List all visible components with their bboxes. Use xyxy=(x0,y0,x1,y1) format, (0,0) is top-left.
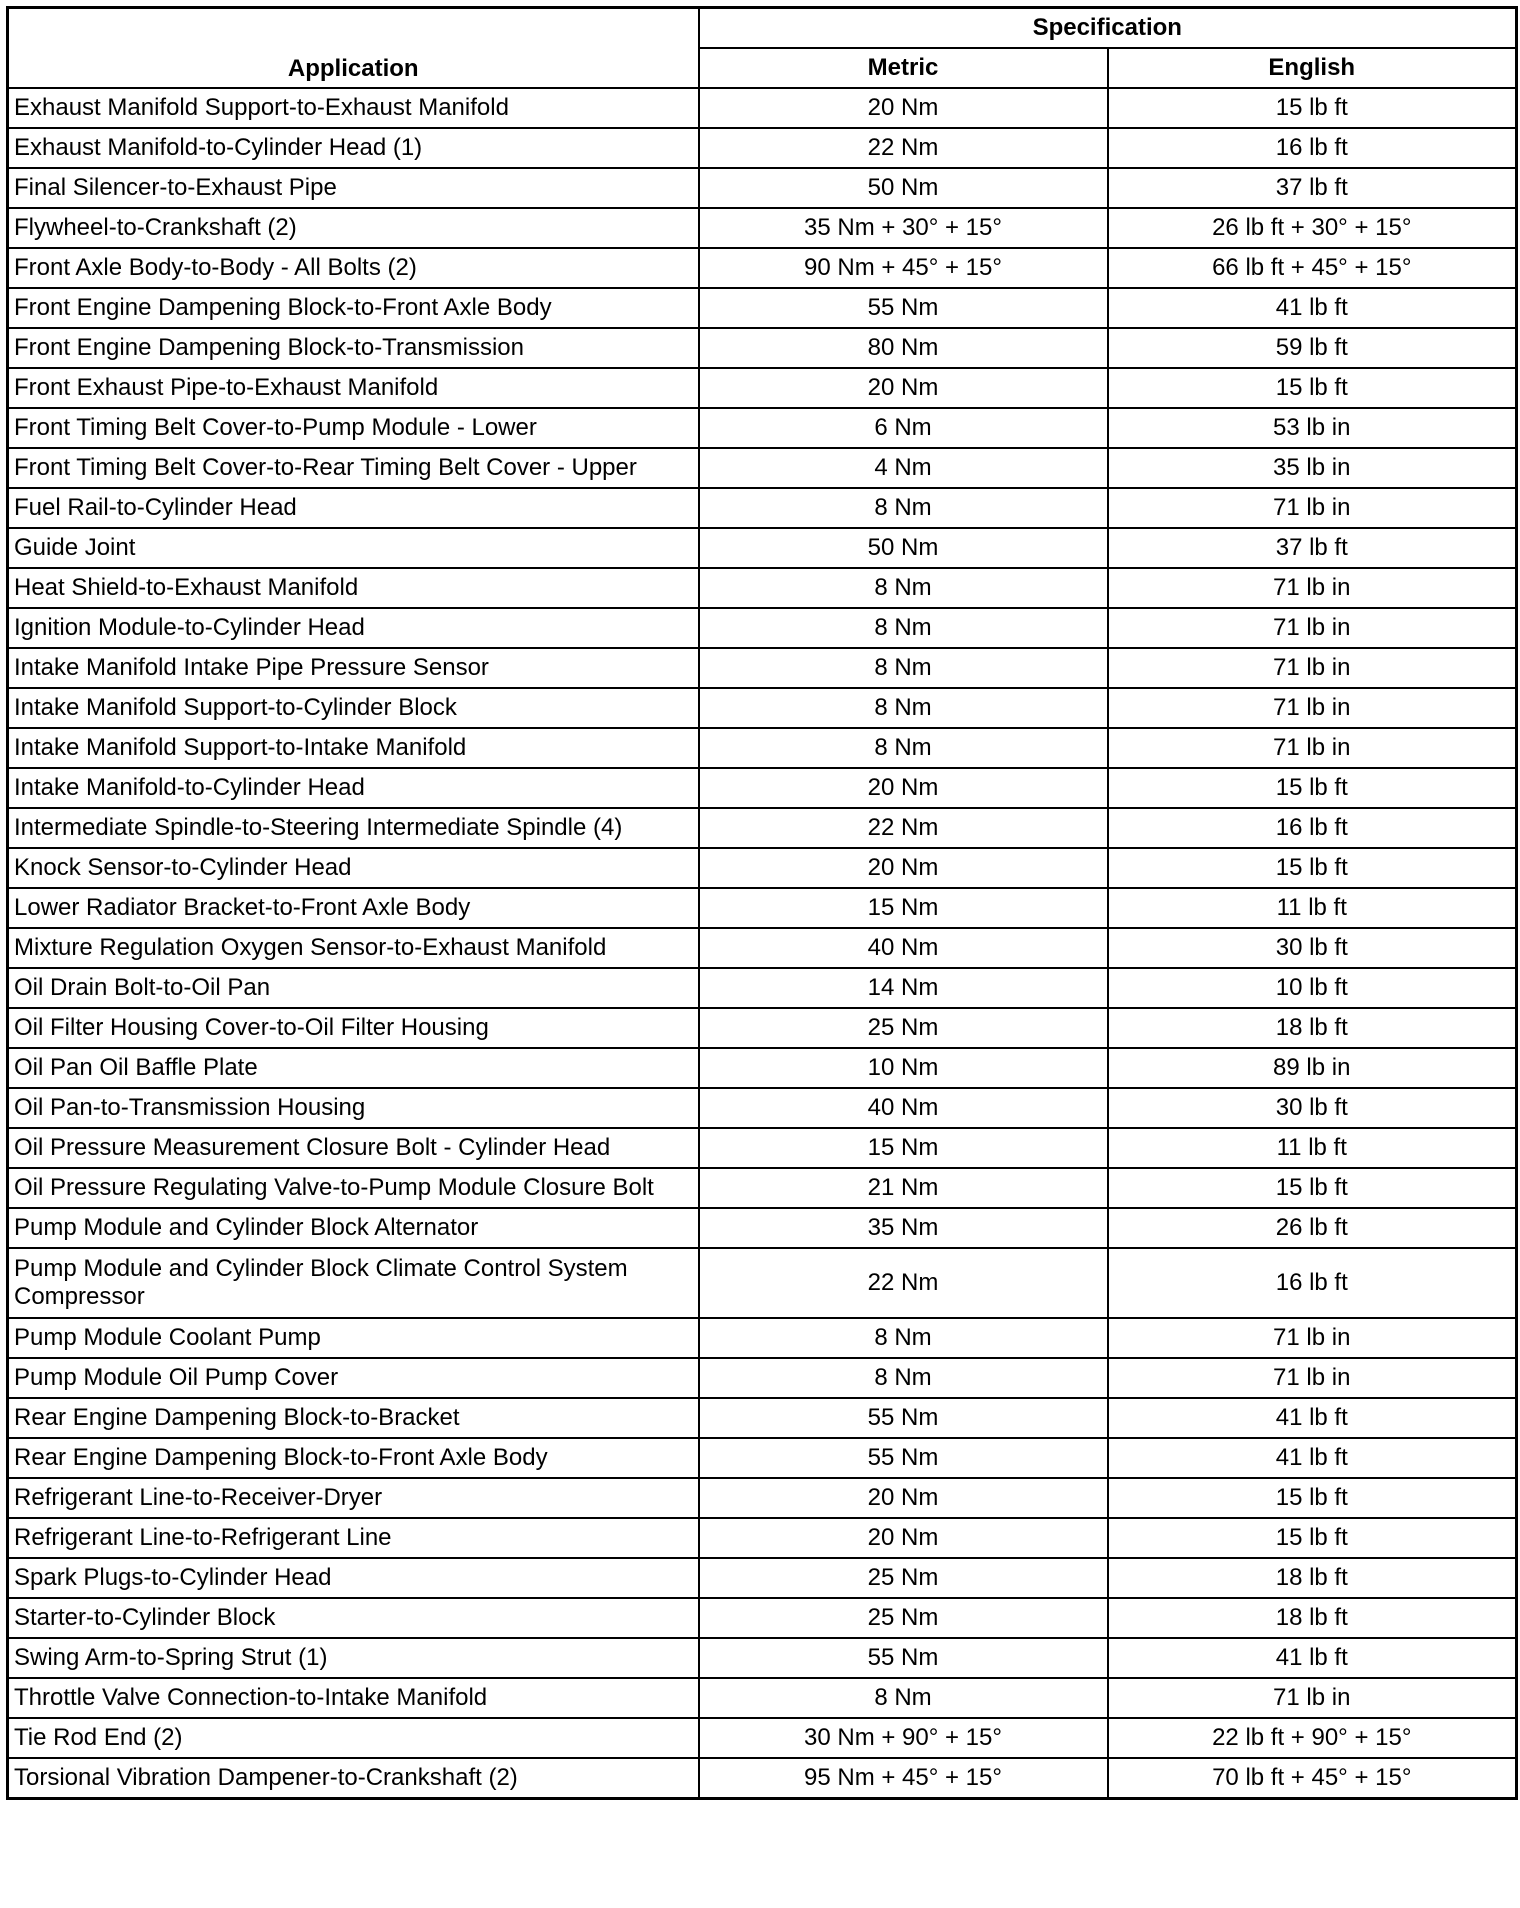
english-cell: 41 lb ft xyxy=(1108,1398,1517,1438)
table-row xyxy=(8,1558,1517,1598)
english-cell: 22 lb ft + 90° + 15° xyxy=(1108,1718,1517,1758)
metric-cell: 21 Nm xyxy=(699,1168,1108,1208)
table-row xyxy=(8,328,1517,368)
metric-cell: 8 Nm xyxy=(699,688,1108,728)
application-cell: Torsional Vibration Dampener-to-Crankshaft (2) xyxy=(8,1758,699,1799)
application-cell: Refrigerant Line-to-Refrigerant Line xyxy=(8,1518,699,1558)
english-cell: 15 lb ft xyxy=(1108,1518,1517,1558)
application-cell: Exhaust Manifold Support-to-Exhaust Manifold xyxy=(8,88,699,128)
metric-cell: 8 Nm xyxy=(699,1318,1108,1358)
metric-cell: 90 Nm + 45° + 15° xyxy=(699,248,1108,288)
application-cell: Front Exhaust Pipe-to-Exhaust Manifold xyxy=(8,368,699,408)
table-row xyxy=(8,728,1517,768)
table-row xyxy=(8,648,1517,688)
metric-cell: 20 Nm xyxy=(699,768,1108,808)
table-row xyxy=(8,1478,1517,1518)
english-cell: 66 lb ft + 45° + 15° xyxy=(1108,248,1517,288)
table-row xyxy=(8,408,1517,448)
english-cell: 15 lb ft xyxy=(1108,1168,1517,1208)
table-row xyxy=(8,1398,1517,1438)
application-cell: Pump Module and Cylinder Block Alternator xyxy=(8,1208,699,1248)
table-row xyxy=(8,968,1517,1008)
english-cell: 15 lb ft xyxy=(1108,1478,1517,1518)
table-row xyxy=(8,368,1517,408)
application-cell: Ignition Module-to-Cylinder Head xyxy=(8,608,699,648)
metric-cell: 35 Nm xyxy=(699,1208,1108,1248)
english-cell: 71 lb in xyxy=(1108,1318,1517,1358)
column-header-metric: Metric xyxy=(699,48,1108,88)
table-row xyxy=(8,448,1517,488)
metric-cell: 35 Nm + 30° + 15° xyxy=(699,208,1108,248)
english-cell: 15 lb ft xyxy=(1108,88,1517,128)
application-cell: Oil Pan-to-Transmission Housing xyxy=(8,1088,699,1128)
application-cell: Intake Manifold Support-to-Cylinder Block xyxy=(8,688,699,728)
table-row xyxy=(8,888,1517,928)
application-cell: Oil Filter Housing Cover-to-Oil Filter Housing xyxy=(8,1008,699,1048)
table-row xyxy=(8,1248,1517,1318)
english-cell: 53 lb in xyxy=(1108,408,1517,448)
english-cell: 15 lb ft xyxy=(1108,368,1517,408)
metric-cell: 95 Nm + 45° + 15° xyxy=(699,1758,1108,1799)
table-row xyxy=(8,488,1517,528)
application-cell: Front Timing Belt Cover-to-Rear Timing Belt Cover - Upper xyxy=(8,448,699,488)
application-cell: Guide Joint xyxy=(8,528,699,568)
application-cell: Throttle Valve Connection-to-Intake Manifold xyxy=(8,1678,699,1718)
english-cell: 37 lb ft xyxy=(1108,168,1517,208)
application-cell: Refrigerant Line-to-Receiver-Dryer xyxy=(8,1478,699,1518)
application-cell: Mixture Regulation Oxygen Sensor-to-Exhaust Manifold xyxy=(8,928,699,968)
application-cell: Pump Module Oil Pump Cover xyxy=(8,1358,699,1398)
application-cell: Front Axle Body-to-Body - All Bolts (2) xyxy=(8,248,699,288)
metric-cell: 6 Nm xyxy=(699,408,1108,448)
metric-cell: 25 Nm xyxy=(699,1008,1108,1048)
application-cell: Heat Shield-to-Exhaust Manifold xyxy=(8,568,699,608)
metric-cell: 20 Nm xyxy=(699,1518,1108,1558)
english-cell: 59 lb ft xyxy=(1108,328,1517,368)
table-row xyxy=(8,528,1517,568)
english-cell: 11 lb ft xyxy=(1108,1128,1517,1168)
column-header-specification: Specification xyxy=(699,8,1517,49)
english-cell: 71 lb in xyxy=(1108,1358,1517,1398)
application-cell: Fuel Rail-to-Cylinder Head xyxy=(8,488,699,528)
application-cell: Tie Rod End (2) xyxy=(8,1718,699,1758)
table-row xyxy=(8,248,1517,288)
table-row xyxy=(8,1168,1517,1208)
english-cell: 26 lb ft xyxy=(1108,1208,1517,1248)
application-cell: Intake Manifold Intake Pipe Pressure Sensor xyxy=(8,648,699,688)
english-cell: 30 lb ft xyxy=(1108,928,1517,968)
metric-cell: 20 Nm xyxy=(699,848,1108,888)
metric-cell: 8 Nm xyxy=(699,728,1108,768)
english-cell: 70 lb ft + 45° + 15° xyxy=(1108,1758,1517,1799)
metric-cell: 25 Nm xyxy=(699,1558,1108,1598)
table-row xyxy=(8,1598,1517,1638)
english-cell: 16 lb ft xyxy=(1108,1248,1517,1318)
metric-cell: 30 Nm + 90° + 15° xyxy=(699,1718,1108,1758)
metric-cell: 14 Nm xyxy=(699,968,1108,1008)
application-cell: Knock Sensor-to-Cylinder Head xyxy=(8,848,699,888)
metric-cell: 8 Nm xyxy=(699,1678,1108,1718)
application-cell: Flywheel-to-Crankshaft (2) xyxy=(8,208,699,248)
english-cell: 71 lb in xyxy=(1108,488,1517,528)
application-cell: Rear Engine Dampening Block-to-Bracket xyxy=(8,1398,699,1438)
metric-cell: 20 Nm xyxy=(699,1478,1108,1518)
metric-cell: 40 Nm xyxy=(699,928,1108,968)
application-cell: Lower Radiator Bracket-to-Front Axle Body xyxy=(8,888,699,928)
metric-cell: 10 Nm xyxy=(699,1048,1108,1088)
column-header-english: English xyxy=(1108,48,1517,88)
metric-cell: 8 Nm xyxy=(699,568,1108,608)
metric-cell: 8 Nm xyxy=(699,648,1108,688)
metric-cell: 80 Nm xyxy=(699,328,1108,368)
table-row xyxy=(8,88,1517,128)
table-row xyxy=(8,1518,1517,1558)
english-cell: 71 lb in xyxy=(1108,568,1517,608)
application-cell: Intake Manifold-to-Cylinder Head xyxy=(8,768,699,808)
english-cell: 30 lb ft xyxy=(1108,1088,1517,1128)
english-cell: 89 lb in xyxy=(1108,1048,1517,1088)
metric-cell: 15 Nm xyxy=(699,888,1108,928)
application-cell: Front Timing Belt Cover-to-Pump Module - Lower xyxy=(8,408,699,448)
application-cell: Swing Arm-to-Spring Strut (1) xyxy=(8,1638,699,1678)
metric-cell: 40 Nm xyxy=(699,1088,1108,1128)
table-row xyxy=(8,128,1517,168)
english-cell: 16 lb ft xyxy=(1108,128,1517,168)
metric-cell: 15 Nm xyxy=(699,1128,1108,1168)
table-row xyxy=(8,688,1517,728)
table-row xyxy=(8,808,1517,848)
application-cell: Exhaust Manifold-to-Cylinder Head (1) xyxy=(8,128,699,168)
application-cell: Oil Drain Bolt-to-Oil Pan xyxy=(8,968,699,1008)
torque-spec-table xyxy=(6,6,1518,1800)
metric-cell: 55 Nm xyxy=(699,1438,1108,1478)
english-cell: 71 lb in xyxy=(1108,728,1517,768)
table-row xyxy=(8,208,1517,248)
english-cell: 71 lb in xyxy=(1108,608,1517,648)
application-cell: Front Engine Dampening Block-to-Front Axle Body xyxy=(8,288,699,328)
application-cell: Oil Pan Oil Baffle Plate xyxy=(8,1048,699,1088)
application-cell: Intermediate Spindle-to-Steering Intermediate Spindle (4) xyxy=(8,808,699,848)
table-row xyxy=(8,1088,1517,1128)
table-row xyxy=(8,1208,1517,1248)
table-row xyxy=(8,1438,1517,1478)
table-row xyxy=(8,168,1517,208)
table-row xyxy=(8,608,1517,648)
metric-cell: 20 Nm xyxy=(699,368,1108,408)
application-cell: Oil Pressure Regulating Valve-to-Pump Module Closure Bolt xyxy=(8,1168,699,1208)
table-row xyxy=(8,1128,1517,1168)
english-cell: 41 lb ft xyxy=(1108,1638,1517,1678)
english-cell: 71 lb in xyxy=(1108,648,1517,688)
table-row xyxy=(8,288,1517,328)
table-body xyxy=(8,88,1517,1799)
metric-cell: 8 Nm xyxy=(699,1358,1108,1398)
application-cell: Starter-to-Cylinder Block xyxy=(8,1598,699,1638)
english-cell: 41 lb ft xyxy=(1108,1438,1517,1478)
application-cell: Front Engine Dampening Block-to-Transmission xyxy=(8,328,699,368)
english-cell: 37 lb ft xyxy=(1108,528,1517,568)
table-row xyxy=(8,928,1517,968)
metric-cell: 8 Nm xyxy=(699,608,1108,648)
table-row xyxy=(8,568,1517,608)
application-cell: Intake Manifold Support-to-Intake Manifold xyxy=(8,728,699,768)
column-header-application: Application xyxy=(8,8,699,89)
table-row xyxy=(8,1008,1517,1048)
application-cell: Spark Plugs-to-Cylinder Head xyxy=(8,1558,699,1598)
metric-cell: 25 Nm xyxy=(699,1598,1108,1638)
metric-cell: 55 Nm xyxy=(699,1638,1108,1678)
english-cell: 11 lb ft xyxy=(1108,888,1517,928)
english-cell: 71 lb in xyxy=(1108,688,1517,728)
table-row xyxy=(8,1718,1517,1758)
english-cell: 26 lb ft + 30° + 15° xyxy=(1108,208,1517,248)
english-cell: 10 lb ft xyxy=(1108,968,1517,1008)
metric-cell: 50 Nm xyxy=(699,168,1108,208)
metric-cell: 20 Nm xyxy=(699,88,1108,128)
english-cell: 18 lb ft xyxy=(1108,1008,1517,1048)
application-cell: Final Silencer-to-Exhaust Pipe xyxy=(8,168,699,208)
metric-cell: 22 Nm xyxy=(699,128,1108,168)
table-row xyxy=(8,1678,1517,1718)
table-row xyxy=(8,1048,1517,1088)
english-cell: 16 lb ft xyxy=(1108,808,1517,848)
table-row xyxy=(8,768,1517,808)
english-cell: 18 lb ft xyxy=(1108,1558,1517,1598)
metric-cell: 55 Nm xyxy=(699,1398,1108,1438)
english-cell: 18 lb ft xyxy=(1108,1598,1517,1638)
table-row xyxy=(8,1358,1517,1398)
metric-cell: 4 Nm xyxy=(699,448,1108,488)
metric-cell: 55 Nm xyxy=(699,288,1108,328)
table-row xyxy=(8,1318,1517,1358)
application-cell: Oil Pressure Measurement Closure Bolt - Cylinder Head xyxy=(8,1128,699,1168)
table-row xyxy=(8,1758,1517,1799)
table-row xyxy=(8,1638,1517,1678)
application-cell: Pump Module Coolant Pump xyxy=(8,1318,699,1358)
english-cell: 35 lb in xyxy=(1108,448,1517,488)
metric-cell: 8 Nm xyxy=(699,488,1108,528)
english-cell: 71 lb in xyxy=(1108,1678,1517,1718)
english-cell: 15 lb ft xyxy=(1108,848,1517,888)
metric-cell: 22 Nm xyxy=(699,1248,1108,1318)
english-cell: 41 lb ft xyxy=(1108,288,1517,328)
application-cell: Rear Engine Dampening Block-to-Front Axle Body xyxy=(8,1438,699,1478)
application-cell: Pump Module and Cylinder Block Climate Control System Compressor xyxy=(8,1248,699,1318)
metric-cell: 50 Nm xyxy=(699,528,1108,568)
table-row xyxy=(8,848,1517,888)
english-cell: 15 lb ft xyxy=(1108,768,1517,808)
metric-cell: 22 Nm xyxy=(699,808,1108,848)
